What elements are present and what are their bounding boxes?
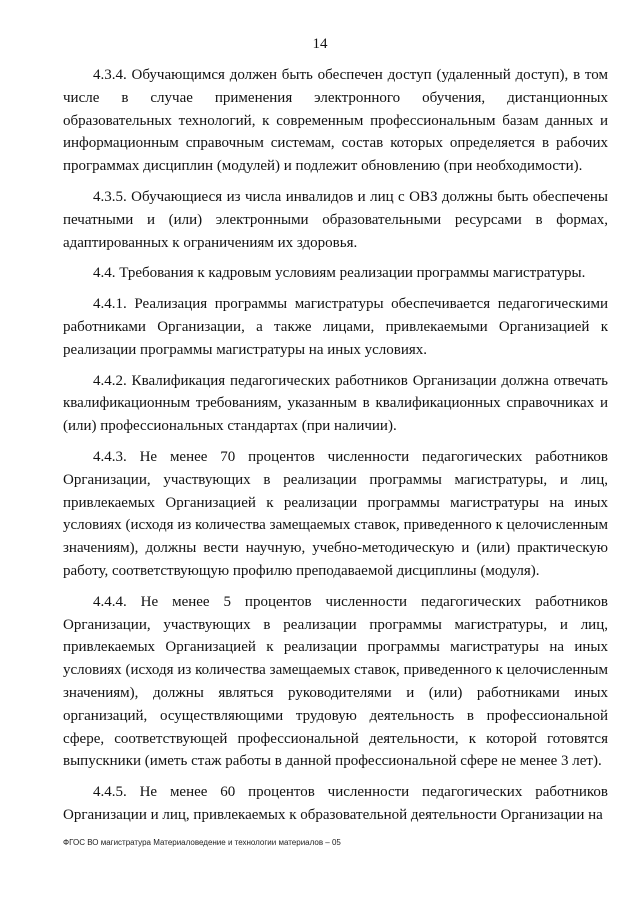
paragraph-4-4-1: 4.4.1. Реализация программы магистратуры обеспечивается педагогическими работниками Организации, а также лицами, привлекаемыми Организацией к реализации программы магистратуры на иных условиях. bbox=[63, 296, 608, 358]
paragraph-4-4-2: 4.4.2. Квалификация педагогических работников Организации должна отвечать квалификационным требованиям, указанным в квалификационных справочниках и (или) профессиональных стандартах (при наличии). bbox=[63, 372, 608, 435]
document-body bbox=[63, 64, 608, 835]
paragraph-4-4-4: 4.4.4. Не менее 5 процентов численности педагогических работников Организации, участвующих в реализации программы магистратуры, и лиц, привлекаемых Организацией к реализации программы магистратуры на иных условиях (исходя из количества замещаемых ставок, приведенного к целочисленным значениям), должны являться руководителями и (или) работниками иных организаций, осуществляющими трудовую деятельность в профессиональной сфере, соответствующей профессиональной деятельности, к которой готовятся выпускники (иметь стаж работы в данной профессиональной сфере не менее 3 лет). bbox=[63, 593, 608, 770]
page-footer: ФГОС ВО магистратура Материаловедение и технологии материалов – 05 bbox=[63, 838, 341, 847]
paragraph-4-4-3: 4.4.3. Не менее 70 процентов численности педагогических работников Организации, участвующих в реализации программы магистратуры, и лиц, привлекаемых Организацией к реализации программы магистратуры на иных условиях (исходя из количества замещаемых ставок, приведенного к целочисленным значениям), должны вести научную, учебно-методическую и (или) практическую работу, соответствующую профилю преподаваемой дисциплины (модуля). bbox=[63, 448, 608, 579]
page-number: 14 bbox=[312, 36, 328, 52]
paragraph-4-3-4: 4.3.4. Обучающимся должен быть обеспечен доступ (удаленный доступ), в том числе в случае применения электронного обучения, дистанционных образовательных технологий, к современным профессиональным базам данных и информационным справочным системам, состав которых определяется в рабочих программах дисциплин (модулей) и подлежит обновлению (при необходимости). bbox=[63, 67, 608, 175]
paragraph-4-3-5: 4.3.5. Обучающиеся из числа инвалидов и лиц с ОВЗ должны быть обеспечены печатными и (или) электронными образовательными ресурсами в формах, адаптированных к ограничениям их здоровья. bbox=[63, 188, 608, 251]
section-heading-4-4: 4.4. Требования к кадровым условиям реализации программы магистратуры. bbox=[93, 265, 586, 282]
paragraph-4-4-5: 4.4.5. Не менее 60 процентов численности педагогических работников Организации и лиц, привлекаемых к образовательной деятельности Организации на bbox=[63, 784, 608, 823]
